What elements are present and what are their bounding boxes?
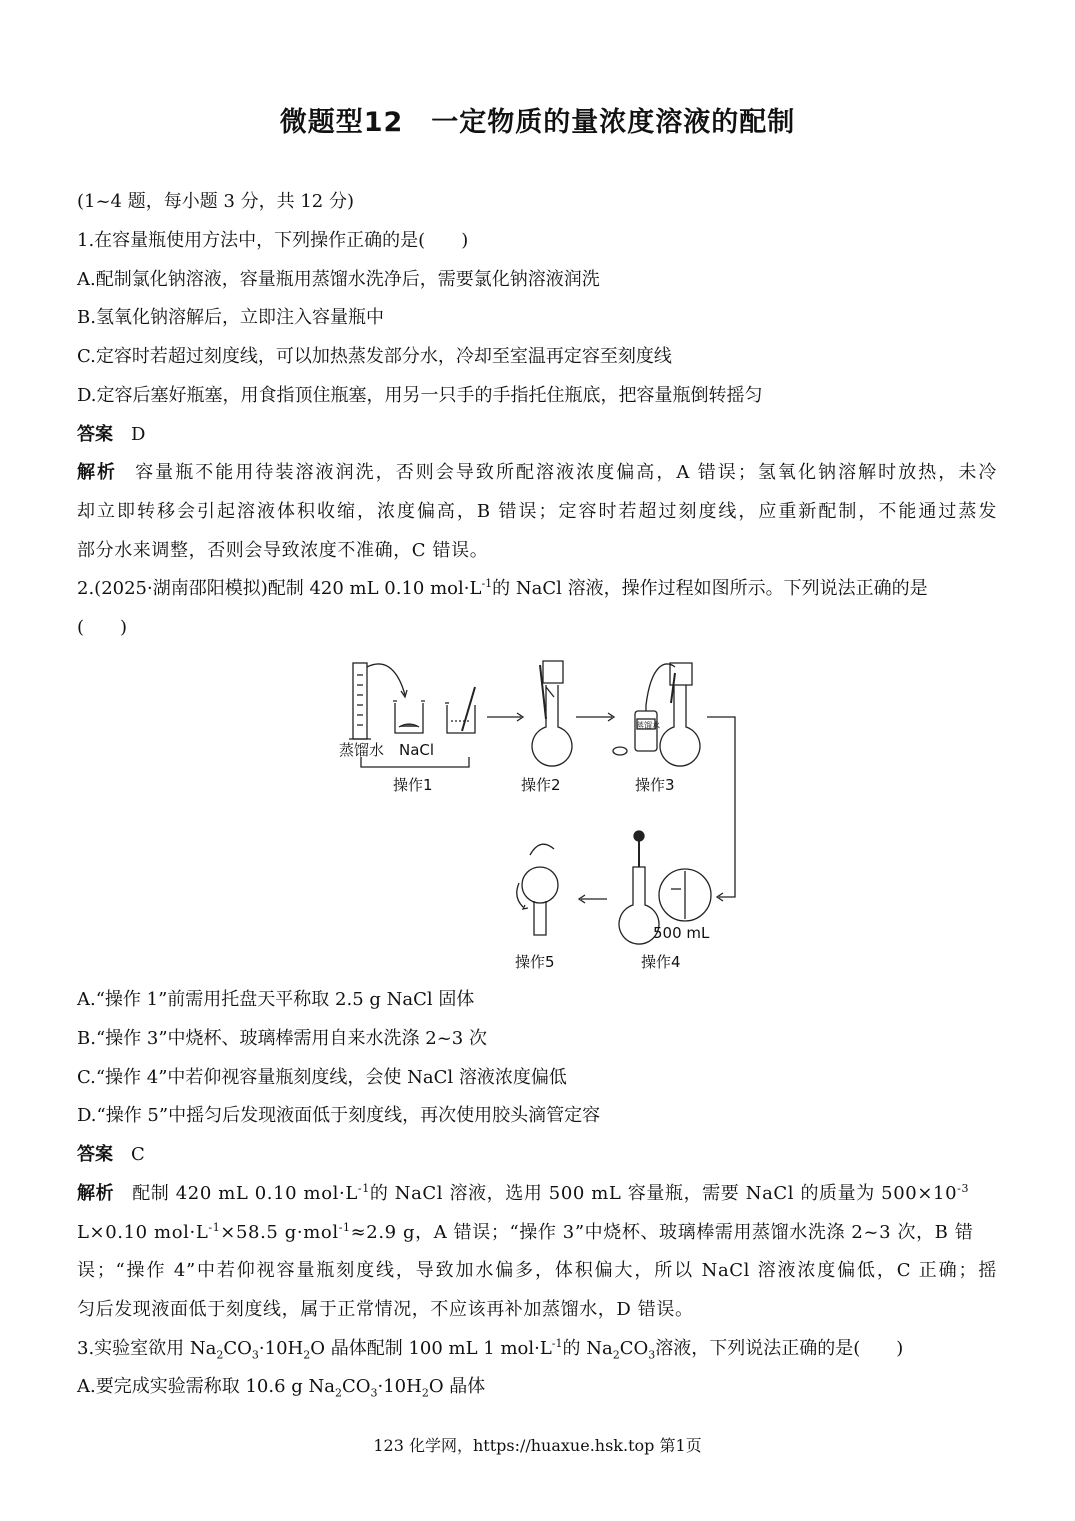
beaker-icon (393, 701, 425, 733)
q3-option-text: O 晶体 (428, 1376, 486, 1397)
q2-option-d: D.“操作 5”中摇匀后发现液面低于刻度线，再次使用胶头滴管定容 (77, 1105, 601, 1126)
intro-note: (1~4 题，每小题 3 分，共 12 分) (77, 191, 354, 212)
q1-option-d: D.定容后塞好瓶塞，用食指顶住瓶塞，用另一只手的手指托住瓶底，把容量瓶倒转摇匀 (77, 385, 763, 406)
nacl-label: NaCl (399, 741, 435, 759)
q2-analysis-line-4: 匀后发现液面低于刻度线，属于正常情况，不应该再补加蒸馏水，D 错误。 (77, 1299, 694, 1320)
analysis-text: 配制 420 mL 0.10 mol·L (132, 1183, 358, 1204)
op4-label: 操作4 (641, 953, 681, 971)
q2-stem-bracket: ( ) (77, 617, 128, 638)
q2-option-a: A.“操作 1”前需用托盘天平称取 2.5 g NaCl 固体 (77, 989, 475, 1010)
op3-label: 操作3 (635, 776, 675, 794)
q2-option-b: B.“操作 3”中烧杯、玻璃棒需用自来水洗涤 2~3 次 (77, 1028, 487, 1049)
superscript: -1 (357, 1182, 370, 1195)
subscript: 2 (612, 1348, 620, 1362)
superscript: -3 (957, 1182, 970, 1195)
q3-option-a (77, 1375, 997, 1399)
subscript: 3 (251, 1348, 259, 1362)
volumetric-flask-icon (660, 663, 700, 766)
q3-option-text: A.要完成实验需称取 10.6 g Na (77, 1376, 335, 1397)
superscript: -1 (551, 1337, 563, 1350)
q3-text: ·10H (258, 1338, 304, 1359)
answer-value: D (131, 424, 146, 445)
volumetric-flask-icon (532, 661, 572, 766)
q2-analysis-line-1 (77, 1182, 997, 1206)
q2-stem-text-2: 的 NaCl 溶液，操作过程如图所示。下列说法正确的是 (492, 578, 928, 599)
volume-label: 500 mL (653, 924, 710, 942)
q3-text: 3.实验室欲用 Na (77, 1338, 217, 1359)
q3-text: O 晶体配制 100 mL 1 mol·L (310, 1338, 552, 1359)
q3-text: CO (619, 1338, 649, 1359)
op5-label: 操作5 (515, 953, 555, 971)
analysis-text-3: ≈2.9 g，A 错误；“操作 3”中烧杯、玻璃棒需用蒸馏水洗涤 2~3 次，B 错 (350, 1222, 974, 1243)
q1-answer (77, 423, 997, 447)
q3-text: CO (223, 1338, 252, 1359)
analysis-text: L×0.10 mol·L (77, 1222, 209, 1243)
subscript: 3 (370, 1386, 378, 1400)
answer-label: 答案 (77, 424, 113, 445)
experiment-figure (335, 645, 745, 975)
q2-analysis-line-2 (77, 1221, 997, 1245)
q2-analysis-line-3: 误；“操作 4”中若仰视容量瓶刻度线，导致加水偏多，体积偏大，所以 NaCl 溶液浓度偏低，C 正确；摇 (77, 1260, 997, 1281)
wash-bottle-icon (613, 664, 675, 755)
q2-answer (77, 1143, 997, 1167)
analysis-text-2: ×58.5 g·mol (220, 1222, 339, 1243)
superscript: -1 (481, 577, 493, 590)
subscript: 3 (648, 1348, 656, 1362)
q3-option-text: CO (341, 1376, 371, 1397)
analysis-label: 解析 (77, 462, 118, 483)
water-label: 蒸馏水 (339, 741, 385, 759)
q1-analysis-line-1 (77, 461, 997, 485)
answer-label: 答案 (77, 1144, 113, 1165)
q2-option-c: C.“操作 4”中若仰视容量瓶刻度线，会使 NaCl 溶液浓度偏低 (77, 1067, 567, 1088)
inverted-flask-icon (517, 844, 558, 935)
superscript: -1 (208, 1221, 221, 1234)
op1-label: 操作1 (393, 776, 433, 794)
analysis-label: 解析 (77, 1183, 115, 1204)
q1-analysis-line-3: 部分水来调整，否则会导致浓度不准确，C 错误。 (77, 540, 489, 561)
q3-text: 溶液，下列说法正确的是( ) (655, 1338, 904, 1359)
q1-analysis-line-2: 却立即转移会引起溶液体积收缩，浓度偏高，B 错误；定容时若超过刻度线，应重新配制，不能通过蒸发 (77, 501, 997, 522)
subscript: 2 (303, 1348, 311, 1362)
analysis-text-2: 的 NaCl 溶液，选用 500 mL 容量瓶，需要 NaCl 的质量为 500×10 (369, 1183, 958, 1204)
subscript: 2 (216, 1348, 224, 1362)
superscript: -1 (338, 1221, 351, 1234)
op2-label: 操作2 (521, 776, 561, 794)
q1-option-c: C.定容时若超过刻度线，可以加热蒸发部分水，冷却至室温再定容至刻度线 (77, 346, 672, 367)
bottle-label: 蒸馏水 (636, 721, 660, 730)
q3-stem (77, 1337, 997, 1361)
q3-text: 的 Na (562, 1338, 613, 1359)
subscript: 2 (334, 1386, 342, 1400)
page-title: 微题型12 一定物质的量浓度溶液的配制 (279, 107, 796, 138)
analysis-text: 容量瓶不能用待装溶液润洗，否则会导致所配溶液浓度偏高，A 错误；氢氧化钠溶解时放热，未冷 (135, 462, 998, 483)
q1-stem: 1.在容量瓶使用方法中，下列操作正确的是( ) (77, 230, 469, 251)
q2-stem-text: 2.(2025·湖南邵阳模拟)配制 420 mL 0.10 mol·L (77, 578, 482, 599)
beaker-stirring-icon (445, 687, 475, 733)
graduated-cylinder-icon (349, 663, 407, 739)
q2-stem (77, 577, 997, 601)
subscript: 2 (421, 1386, 429, 1400)
q1-option-a: A.配制氯化钠溶液，容量瓶用蒸馏水洗净后，需要氯化钠溶液润洗 (77, 269, 600, 290)
q3-option-text: ·10H (377, 1376, 422, 1397)
page-footer: 123 化学网，https://huaxue.hsk.top 第1页 (373, 1436, 702, 1455)
answer-value: C (131, 1144, 145, 1165)
q1-option-b: B.氢氧化钠溶解后，立即注入容量瓶中 (77, 307, 384, 328)
